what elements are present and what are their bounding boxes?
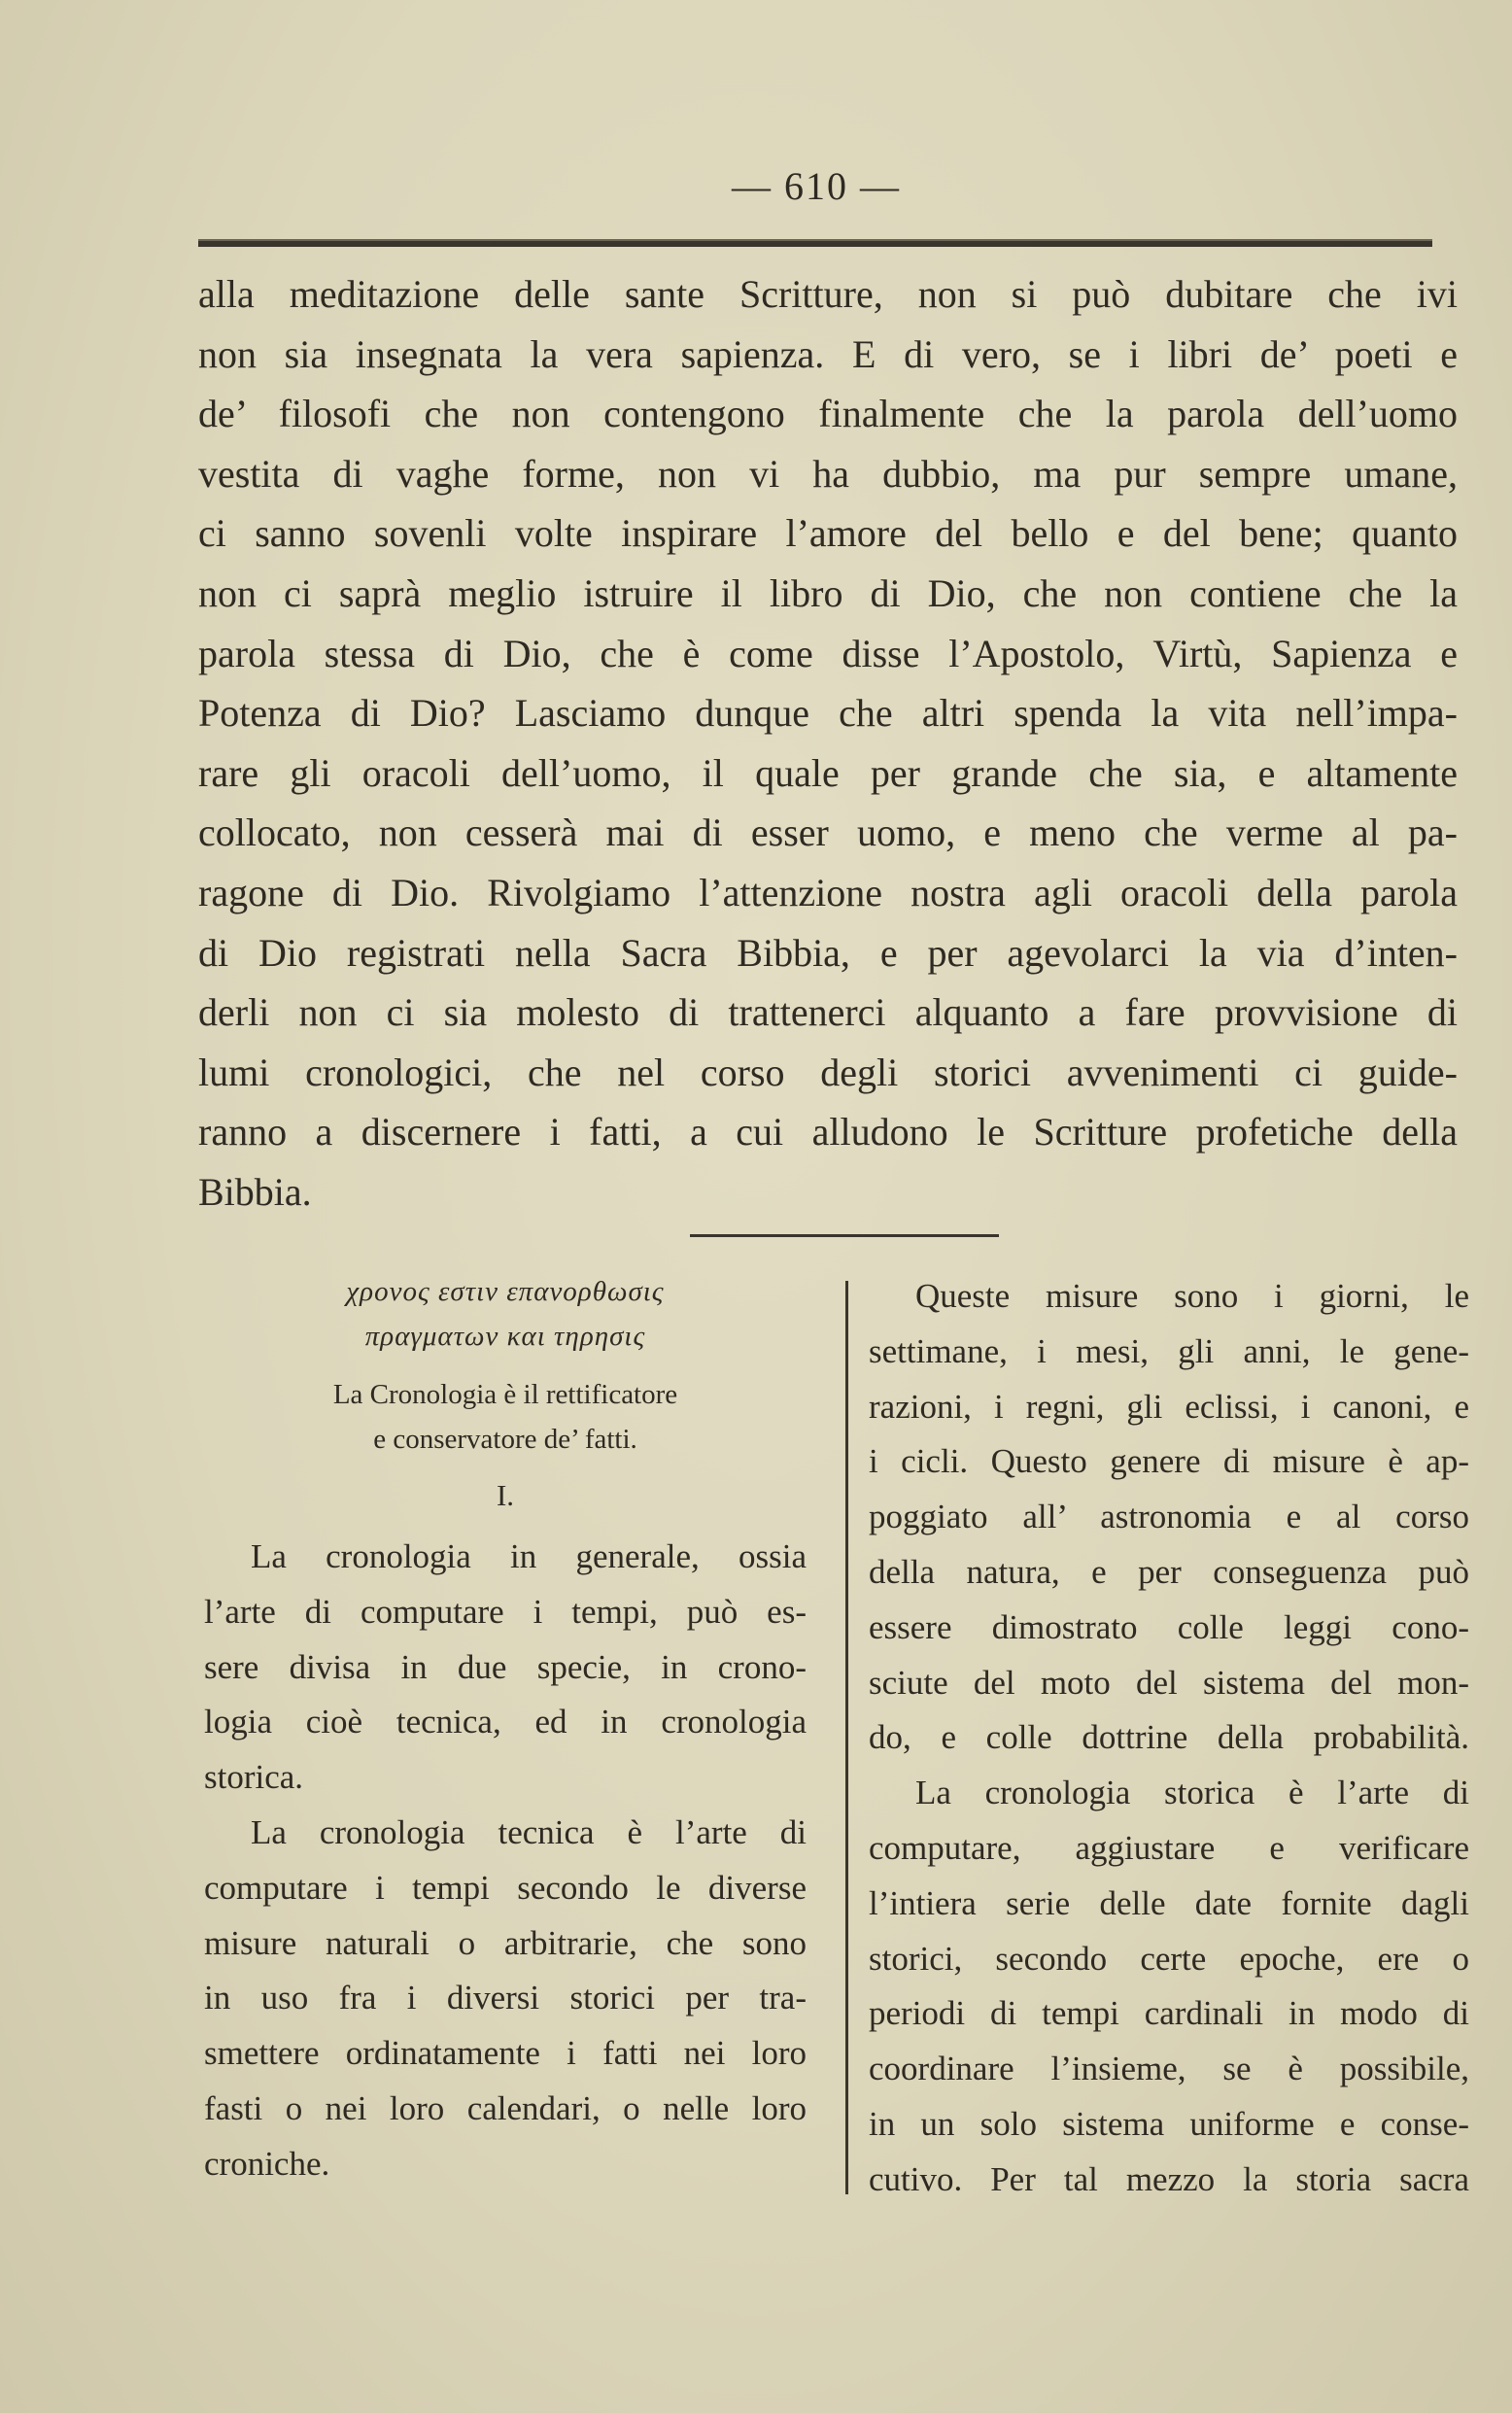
intro-line: parola stessa di Dio, che è come disse l’Apostolo, Virtù, Sapienza e bbox=[198, 631, 1458, 675]
intro-line: vestita di vaghe forme, non vi ha dubbio, ma pur sempre umane, bbox=[198, 451, 1458, 496]
body-line: essere dimostrato colle leggi cono- bbox=[869, 1607, 1469, 1646]
body-line: do, e colle dottrine della probabilità. bbox=[869, 1718, 1469, 1757]
page-number: — 610 — bbox=[732, 164, 901, 208]
column-divider bbox=[845, 1281, 848, 2194]
intro-line: non sia insegnata la vera sapienza. E di vero, se i libri de’ poeti e bbox=[198, 331, 1458, 376]
body-line: razioni, i regni, gli eclissi, i canoni, e bbox=[869, 1387, 1469, 1426]
body-line: poggiato all’ astronomia e al corso bbox=[869, 1498, 1469, 1536]
body-line: l’arte di computare i tempi, può es- bbox=[204, 1592, 807, 1631]
intro-line: non ci saprà meglio istruire il libro di Dio, che non contiene che la bbox=[198, 570, 1458, 615]
intro-line: Potenza di Dio? Lasciamo dunque che altri spenda la vita nell’impa- bbox=[198, 691, 1458, 736]
body-line: La cronologia storica è l’arte di bbox=[915, 1774, 1469, 1812]
intro-line: de’ filosofi che non contengono finalmente che la parola dell’uomo bbox=[198, 392, 1458, 436]
intro-line: collocato, non cesserà mai di esser uomo, e meno che verme al pa- bbox=[198, 810, 1458, 855]
body-line: l’intiera serie delle date fornite dagli bbox=[869, 1883, 1469, 1922]
left-column bbox=[204, 1269, 807, 2192]
body-line: computare, aggiustare e verificare bbox=[869, 1828, 1469, 1867]
body-line: storica. bbox=[204, 1758, 304, 1797]
greek-epigraph-line: πραγματων και τηρησις bbox=[364, 1321, 646, 1352]
body-line: in uso fra i diversi storici per tra- bbox=[204, 1979, 807, 2017]
body-line: sciute del moto del sistema del mon- bbox=[869, 1663, 1469, 1702]
body-line: logia cioè tecnica, ed in cronologia bbox=[204, 1703, 807, 1741]
section-number: I. bbox=[496, 1478, 515, 1512]
right-column bbox=[869, 1269, 1469, 2208]
intro-line: derli non ci sia molesto di trattenerci alquanto a fare provvisione di bbox=[198, 990, 1458, 1035]
body-line: coordinare l’insieme, se è possibile, bbox=[869, 2050, 1469, 2088]
intro-line: lumi cronologici, che nel corso degli storici avvenimenti ci guide- bbox=[198, 1050, 1458, 1094]
section-rule bbox=[690, 1234, 999, 1237]
body-line: croniche. bbox=[204, 2144, 330, 2183]
greek-epigraph-line: χρονος εστιν επανορθωσις bbox=[346, 1276, 665, 1307]
body-line: smettere ordinatamente i fatti nei loro bbox=[204, 2034, 807, 2073]
body-line: Queste misure sono i giorni, le bbox=[915, 1277, 1469, 1315]
body-line: misure naturali o arbitrarie, che sono bbox=[204, 1923, 807, 1962]
body-line: La cronologia in generale, ossia bbox=[251, 1537, 807, 1575]
body-line: in un solo sistema uniforme e conse- bbox=[869, 2104, 1469, 2143]
body-line: computare i tempi secondo le diverse bbox=[204, 1868, 807, 1907]
header-rule bbox=[198, 239, 1432, 247]
body-line: La cronologia tecnica è l’arte di bbox=[251, 1812, 807, 1851]
intro-line: ragone di Dio. Rivolgiamo l’attenzione nostra agli oracoli della parola bbox=[198, 870, 1458, 914]
body-line: della natura, e per conseguenza può bbox=[869, 1552, 1469, 1591]
intro-line: rare gli oracoli dell’uomo, il quale per grande che sia, e altamente bbox=[198, 750, 1458, 795]
intro-line: ranno a discernere i fatti, a cui alludono le Scritture profetiche della bbox=[198, 1110, 1458, 1155]
intro-line: di Dio registrati nella Sacra Bibbia, e per agevolarci la via d’inten- bbox=[198, 930, 1458, 975]
body-line: sere divisa in due specie, in crono- bbox=[204, 1647, 807, 1686]
body-line: i cicli. Questo genere di misure è ap- bbox=[869, 1442, 1469, 1481]
body-line: periodi di tempi cardinali in modo di bbox=[869, 1994, 1469, 2033]
body-line: fasti o nei loro calendari, o nelle loro bbox=[204, 2088, 807, 2127]
intro-line: Bibbia. bbox=[198, 1169, 312, 1214]
motto-line: e conservatore de’ fatti. bbox=[373, 1424, 637, 1455]
body-line: settimane, i mesi, gli anni, le gene- bbox=[869, 1331, 1469, 1370]
body-line: storici, secondo certe epoche, ere o bbox=[869, 1939, 1469, 1978]
motto-line: La Cronologia è il rettificatore bbox=[332, 1379, 678, 1410]
intro-paragraph bbox=[198, 264, 1458, 1223]
intro-line: ci sanno sovenli volte inspirare l’amore del bello e del bene; quanto bbox=[198, 511, 1458, 556]
intro-line: alla meditazione delle sante Scritture, non si può dubitare che ivi bbox=[198, 272, 1458, 316]
body-line: cutivo. Per tal mezzo la storia sacra bbox=[869, 2159, 1469, 2198]
